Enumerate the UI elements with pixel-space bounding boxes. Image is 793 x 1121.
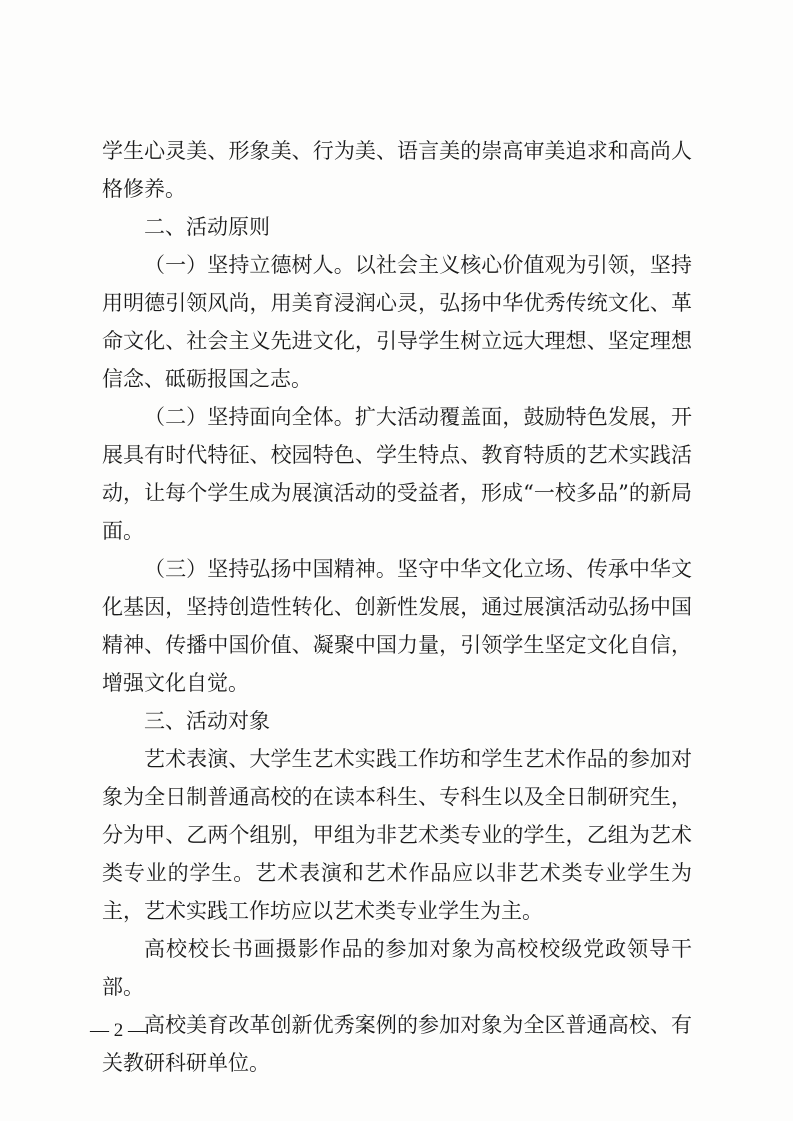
- principle-title-2: （二）坚持面向全体。: [144, 405, 355, 429]
- section-heading-participants: 三、活动对象: [144, 709, 270, 733]
- page-number: — 2 —: [90, 1020, 147, 1041]
- principle-paragraph-3: [102, 550, 692, 702]
- principle-paragraph-2: [102, 398, 692, 550]
- principle-title-1: （一）坚持立德树人。: [144, 253, 355, 277]
- participants-paragraph-3: 高校美育改革创新优秀案例的参加对象为全区普通高校、有关教研科研单位。: [102, 1013, 692, 1075]
- participants-paragraph-1: 艺术表演、大学生艺术实践工作坊和学生艺术作品的参加对象为全日制普通高校的在读本科生、专科生以及全日制研究生，分为甲、乙两个组别，甲组为非艺术类专业的学生，乙组为艺术类专业的学生。艺术表演和艺术作品应以非艺术类专业学生为主，艺术实践工作坊应以艺术类专业学生为主。: [102, 747, 692, 923]
- participants-paragraph-2: 高校校长书画摄影作品的参加对象为高校校级党政领导干部。: [102, 937, 692, 999]
- intro-paragraph: 学生心灵美、形象美、行为美、语言美的崇高审美追求和高尚人格修养。: [102, 139, 692, 201]
- principle-title-3: （三）坚持弘扬中国精神。: [144, 557, 397, 581]
- section-heading-principles: 二、活动原则: [144, 215, 270, 239]
- principle-paragraph-1: [102, 246, 692, 398]
- principle-body-2: 扩大活动覆盖面，鼓励特色发展，开展具有时代特征、校园特色、学生特点、教育特质的艺术实践活动，让每个学生成为展演活动的受益者，形成“一校多品”的新局面。: [102, 405, 693, 543]
- principle-body-1: 以社会主义核心价值观为引领，坚持用明德引领风尚，用美育浸润心灵，弘扬中华优秀传统文化、革命文化、社会主义先进文化，引导学生树立远大理想、坚定理想信念、砥砺报国之志。: [102, 253, 693, 391]
- principle-body-3: 坚守中华文化立场、传承中华文化基因，坚持创造性转化、创新性发展，通过展演活动弘扬中国精神、传播中国价值、凝聚中国力量，引领学生坚定文化自信，增强文化自觉。: [102, 557, 693, 695]
- document-body: [102, 132, 692, 1082]
